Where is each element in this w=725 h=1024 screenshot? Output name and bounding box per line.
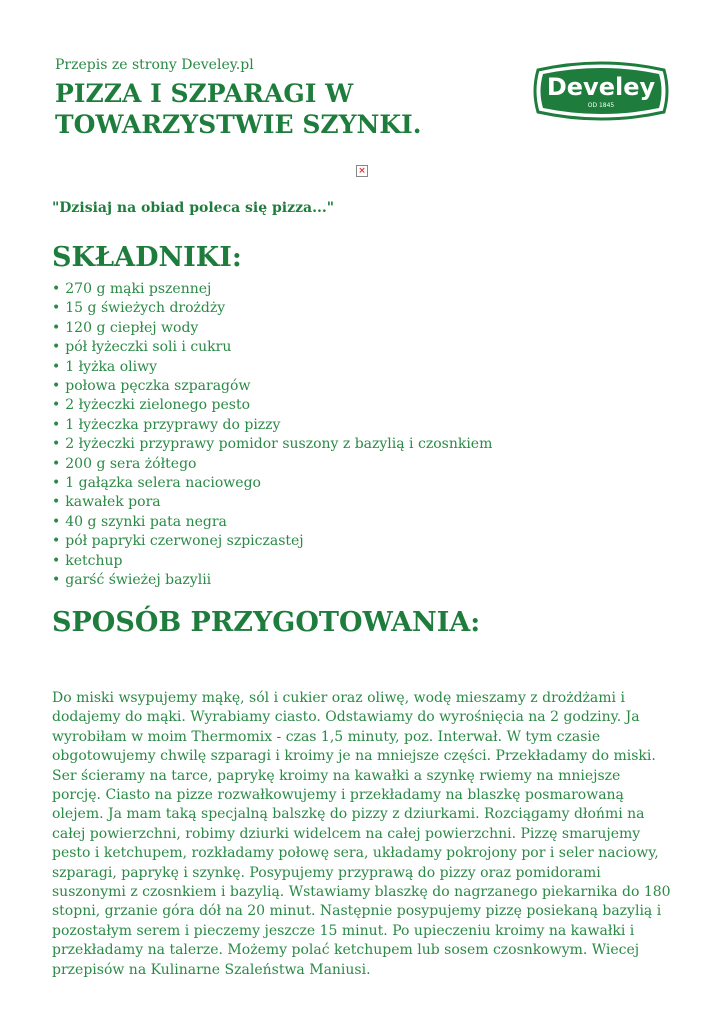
ingredient-item: • 200 g sera żółtego — [52, 455, 492, 474]
method-text: Do miski wsypujemy mąkę, sól i cukier oraz oliwę, wodę mieszamy z drożdżami i dodajemy do mąki. Wyrabiamy ciasto. Odstawiamy do wyrośnięcia na 2 godziny. Ja wyrobiłam w moim Thermomix - czas 1,5 minuty, poz. Interwał. W tym czasie obgotowujemy chwilę szparagi i kroimy je na mniejsze części. Przekładamy do miski. Ser ścieramy na tarce, paprykę kroimy na kawałki a szynkę rwiemy na mniejsze porcję. Ciasto na pizze rozwałkowujemy i przekładamy na blaszkę posmarowaną olejem. Ja mam taką specjalną balszkę do pizzy z dziurkami. Rozciągamy dłońmi na całej powierzchni, robimy dziurki widelcem na całej powierzchni. Pizzę smarujemy pesto i ketchupem, rozkładamy połowę sera, układamy pokrojony por i seler naciowy, szparagi, paprykę i szynkę. Posypujemy przyprawą do pizzy oraz pomidorami suszonymi z czosnkiem i bazylią. Wstawiamy blaszkę do nagrzanego piekarnika do 180 stopni, grzanie góra dół na 20 minut. Następnie posypujemy pizzę posiekaną bazylią i pozostałym serem i pieczemy jeszcze 15 minut. Po upieczeniu kroimy na kawałki i przekładamy na talerze. Możemy polać ketchupem lub sosem czosnkowym. Wiecej przepisów na Kulinarne Szaleństwa Maniusi. — [52, 690, 671, 978]
ingredient-item: • 1 łyżeczka przyprawy do pizzy — [52, 416, 492, 435]
ingredient-item: • kawałek pora — [52, 493, 492, 512]
logo-since: OD 1845 — [587, 102, 615, 109]
intro-quote: "Dzisiaj na obiad poleca się pizza..." — [52, 200, 335, 216]
method-heading: SPOSÓB PRZYGOTOWANIA: — [52, 607, 481, 638]
ingredient-item: • garść świeżej bazylii — [52, 571, 492, 590]
ingredient-item: • 15 g świeżych drożdży — [52, 299, 492, 318]
ingredients-heading: SKŁADNIKI: — [52, 242, 242, 273]
ingredient-item: • ketchup — [52, 552, 492, 571]
ingredient-item: • 2 łyżeczki zielonego pesto — [52, 396, 492, 415]
ingredient-item: • pół łyżeczki soli i cukru — [52, 338, 492, 357]
ingredients-list — [52, 280, 492, 591]
ingredient-item: • 1 łyżka oliwy — [52, 358, 492, 377]
ingredient-item: • 120 g ciepłej wody — [52, 319, 492, 338]
ingredient-item: • 2 łyżeczki przyprawy pomidor suszony z bazylią i czosnkiem — [52, 435, 492, 454]
develey-logo — [532, 60, 670, 122]
source-line: Przepis ze strony Develey.pl — [55, 57, 254, 73]
ingredient-item: • 40 g szynki pata negra — [52, 513, 492, 532]
ingredient-item: • 1 gałązka selera naciowego — [52, 474, 492, 493]
page-title: PIZZA I SZPARAGI W TOWARZYSTWIE SZYNKI. — [55, 79, 422, 139]
ingredient-item: • połowa pęczka szparagów — [52, 377, 492, 396]
broken-image-icon: × — [356, 165, 368, 177]
logo-brand: Develey — [546, 73, 656, 101]
ingredient-item: • 270 g mąki pszennej — [52, 280, 492, 299]
ingredient-item: • pół papryki czerwonej szpiczastej — [52, 532, 492, 551]
